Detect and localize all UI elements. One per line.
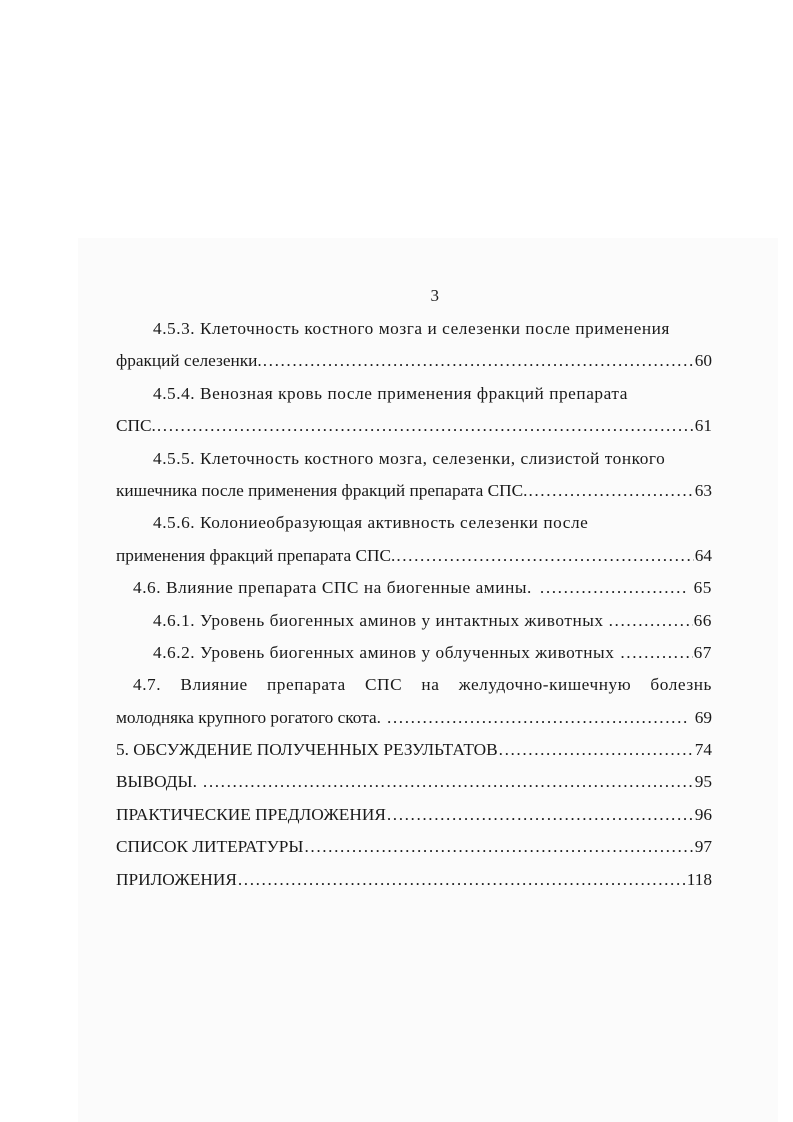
toc-entry-title: СПС. bbox=[116, 416, 156, 436]
toc-entry-title: 5. ОБСУЖДЕНИЕ ПОЛУЧЕННЫХ РЕЗУЛЬТАТОВ bbox=[116, 740, 498, 760]
toc-entry-5 bbox=[116, 734, 712, 766]
dot-leader bbox=[528, 475, 693, 507]
toc-entry-4-6-1 bbox=[116, 605, 712, 637]
toc-entry-4-6 bbox=[116, 572, 712, 604]
toc-word: желудочно-кишечную bbox=[458, 675, 632, 695]
toc-entry-title: кишечника после применения фракций препарата СПС. bbox=[116, 480, 528, 500]
toc-page-number: 96 bbox=[694, 804, 712, 824]
toc-page-number: 64 bbox=[694, 545, 712, 565]
toc-page-number: 61 bbox=[694, 416, 712, 436]
toc-entry-4-5-3-line1: 4.5.3. Клеточность костного мозга и селезенки после применения bbox=[153, 319, 670, 338]
toc-page-number: 66 bbox=[693, 610, 712, 630]
table-of-contents bbox=[116, 313, 712, 896]
toc-entry-title: фракций селезенки. bbox=[116, 351, 262, 371]
toc-entry-title: 4.6.2. Уровень биогенных аминов у облученных животных bbox=[153, 642, 615, 662]
toc-page-number: 97 bbox=[694, 837, 712, 857]
toc-entry-title: молодняка крупного рогатого скота. bbox=[116, 707, 381, 727]
toc-word: на bbox=[421, 675, 440, 695]
dot-leader bbox=[238, 864, 686, 896]
toc-page-number: 69 bbox=[694, 707, 712, 727]
toc-entry-conclusions bbox=[116, 766, 712, 798]
toc-entry-4-5-5-line2 bbox=[116, 475, 712, 507]
dot-leader bbox=[540, 572, 688, 604]
toc-entry-references bbox=[116, 831, 712, 863]
toc-page-number: 95 bbox=[694, 772, 712, 792]
dot-leader bbox=[396, 540, 693, 572]
toc-page-number: 60 bbox=[694, 351, 712, 371]
toc-entry-title: СПИСОК ЛИТЕРАТУРЫ bbox=[116, 837, 304, 857]
toc-entry-4-7-line2 bbox=[116, 702, 712, 734]
toc-page-number: 67 bbox=[693, 642, 712, 662]
dot-leader bbox=[387, 799, 694, 831]
toc-entry-title: 4.6. Влияние препарата СПС на биогенные амины. bbox=[133, 578, 532, 598]
dot-leader bbox=[157, 410, 694, 442]
toc-word: СПС bbox=[364, 675, 403, 695]
toc-entry-proposals bbox=[116, 799, 712, 831]
toc-word: болезнь bbox=[650, 675, 712, 695]
page-number: 3 bbox=[430, 286, 440, 305]
toc-entry-title: 4.6.1. Уровень биогенных аминов у интактных животных bbox=[153, 610, 604, 630]
toc-entry-4-5-4-line1: 4.5.4. Венозная кровь после применения фракций препарата bbox=[153, 383, 628, 403]
toc-page-number: 65 bbox=[693, 578, 712, 598]
toc-entry-title: применения фракций препарата СПС. bbox=[116, 545, 396, 565]
toc-entry-appendices bbox=[116, 864, 712, 896]
toc-page-number: 74 bbox=[694, 740, 712, 760]
toc-page-number: 118 bbox=[686, 869, 712, 889]
toc-entry-4-5-4-line2 bbox=[116, 410, 712, 442]
dot-leader bbox=[305, 831, 694, 863]
toc-entry-4-5-5-line1: 4.5.5. Клеточность костного мозга, селезенки, слизистой тонкого bbox=[153, 448, 666, 468]
toc-entry-title: ПРИЛОЖЕНИЯ bbox=[116, 869, 237, 889]
toc-entry-title: ПРАКТИЧЕСКИЕ ПРЕДЛОЖЕНИЯ bbox=[116, 804, 386, 824]
toc-word: препарата bbox=[267, 675, 346, 695]
toc-entry-4-6-2 bbox=[116, 637, 712, 669]
toc-entry-4-7-line1 bbox=[116, 669, 712, 701]
toc-entry-title: ВЫВОДЫ. bbox=[116, 772, 197, 792]
toc-entry-4-5-6-line2 bbox=[116, 540, 712, 572]
toc-entry-4-5-3-line2 bbox=[116, 345, 712, 377]
dot-leader bbox=[609, 605, 693, 637]
toc-page-number: 63 bbox=[694, 480, 712, 500]
dot-leader bbox=[499, 734, 694, 766]
toc-word: 4.7. bbox=[133, 675, 162, 695]
dot-leader bbox=[620, 637, 692, 669]
dot-leader bbox=[203, 766, 694, 798]
dot-leader bbox=[263, 345, 694, 377]
toc-entry-4-5-6-line1: 4.5.6. Колониеобразующая активность селезенки после bbox=[153, 513, 589, 533]
toc-word: Влияние bbox=[180, 675, 248, 695]
dot-leader bbox=[387, 702, 689, 734]
